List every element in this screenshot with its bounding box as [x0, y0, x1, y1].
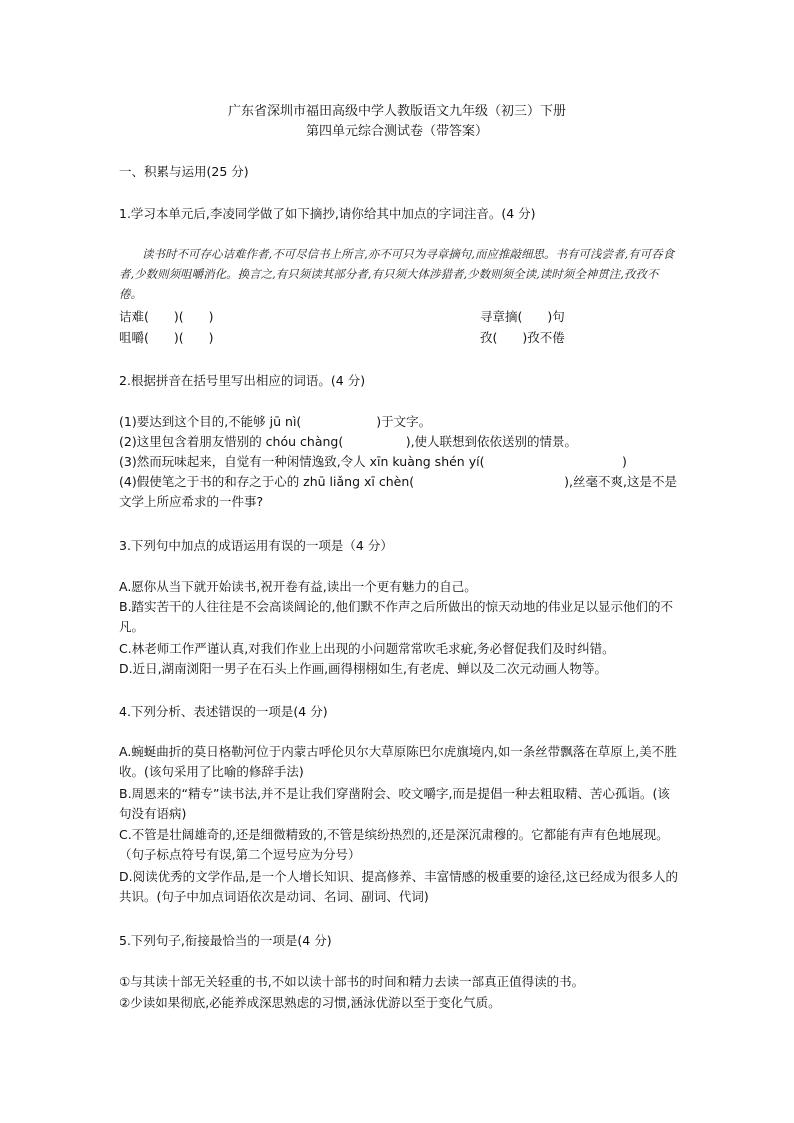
question-5-sentence-2: ②少读如果彻底,必能养成深思熟虑的习惯,涵泳优游以至于变化气质。 [119, 995, 501, 1010]
question-1-blank-c: 咀嚼( )( ) [119, 330, 214, 345]
question-1-excerpt: 读书时不可存心诘难作者,不可尽信书上所言,亦不可只为寻章摘句,而应推敲细思。书有可浅尝者,有可吞食者,少数则须咀嚼消化。换言之,有只须读其部分者,有只须大体涉猎者,少数则须全读,读时须全神贯注,孜孜不倦。 [119, 247, 675, 301]
question-2-stem: 2.根据拼音在括号里写出相应的词语。(4 分) [119, 373, 366, 388]
question-3-stem: 3.下列句中加点的成语运用有误的一项是（4 分） [119, 538, 393, 553]
section-heading: 一、积累与运用(25 分) [119, 164, 249, 179]
question-1-blank-b: 寻章摘( )句 [480, 309, 565, 324]
question-3-option-c: C.林老师工作严谨认真,对我们作业上出现的小问题常常吹毛求疵,务必督促我们及时纠错。 [119, 641, 615, 656]
document-subtitle: 第四单元综合测试卷（带答案） [305, 124, 488, 139]
question-4-stem: 4.下列分析、表述错误的一项是(4 分) [119, 704, 328, 719]
question-2-item-4: (4)假使笔之于书的和存之于心的 zhū liǎng xī chèn( ),丝毫不爽,这是不是文学上所应希求的一件事? [119, 474, 677, 509]
question-3-option-b: B.踏实苦干的人往往是不会高谈阔论的,他们默不作声之后所做出的惊天动地的伟业足以显示他们的不凡。 [119, 599, 674, 634]
question-4-option-a: A.蜿蜒曲折的莫日格勒河位于内蒙古呼伦贝尔大草原陈巴尔虎旗境内,如一条丝带飘落在草原上,美不胜收。(该句采用了比喻的修辞手法) [119, 744, 677, 779]
question-3-option-d: D.近日,湖南浏阳一男子在石头上作画,画得栩栩如生,有老虎、蝉以及二次元动画人物等。 [119, 661, 608, 676]
question-1-stem: 1.学习本单元后,李凌同学做了如下摘抄,请你给其中加点的字词注音。(4 分) [119, 206, 536, 221]
question-4-option-c: C.不管是壮阔雄奇的,还是细微精致的,不管是缤纷热烈的,还是深沉肃穆的。它都能有声有色地展现。（句子标点符号有误,第二个逗号应为分号） [119, 827, 669, 862]
question-2-item-2: (2)这里包含着朋友惜别的 chóu chàng( ),使人联想到依依送别的情景。 [119, 434, 578, 449]
question-1-blank-a: 诘难( )( ) [119, 309, 214, 324]
document-title: 广东省深圳市福田高级中学人教版语文九年级（初三）下册 [227, 104, 566, 119]
question-1-blank-d: 孜( )孜不倦 [480, 330, 565, 345]
question-2-item-1: (1)要达到这个目的,不能够 jū nì( )于文字。 [119, 414, 432, 429]
question-4-option-d: D.阅读优秀的文学作品,是一个人增长知识、提高修养、丰富情感的极重要的途径,这已经成为很多人的共识。(句子中加点词语依次是动词、名词、副词、代词) [119, 869, 679, 904]
question-2-item-3: (3)然而玩味起来，自觉有一种闲情逸致,令人 xīn kuàng shén yí( ) [119, 454, 627, 469]
question-3-option-a: A.愿你从当下就开始读书,祝开卷有益,读出一个更有魅力的自己。 [119, 579, 477, 594]
question-5-sentence-1: ①与其读十部无关轻重的书,不如以读十部书的时间和精力去读一部真正值得读的书。 [119, 974, 585, 989]
question-4-option-b: B.周恩来的“精专”读书法,并不是让我们穿凿附会、咬文嚼字,而是提倡一种去粗取精、苦心孤诣。(该句没有语病) [119, 786, 670, 821]
question-5-stem: 5.下列句子,衔接最恰当的一项是(4 分) [119, 933, 332, 948]
